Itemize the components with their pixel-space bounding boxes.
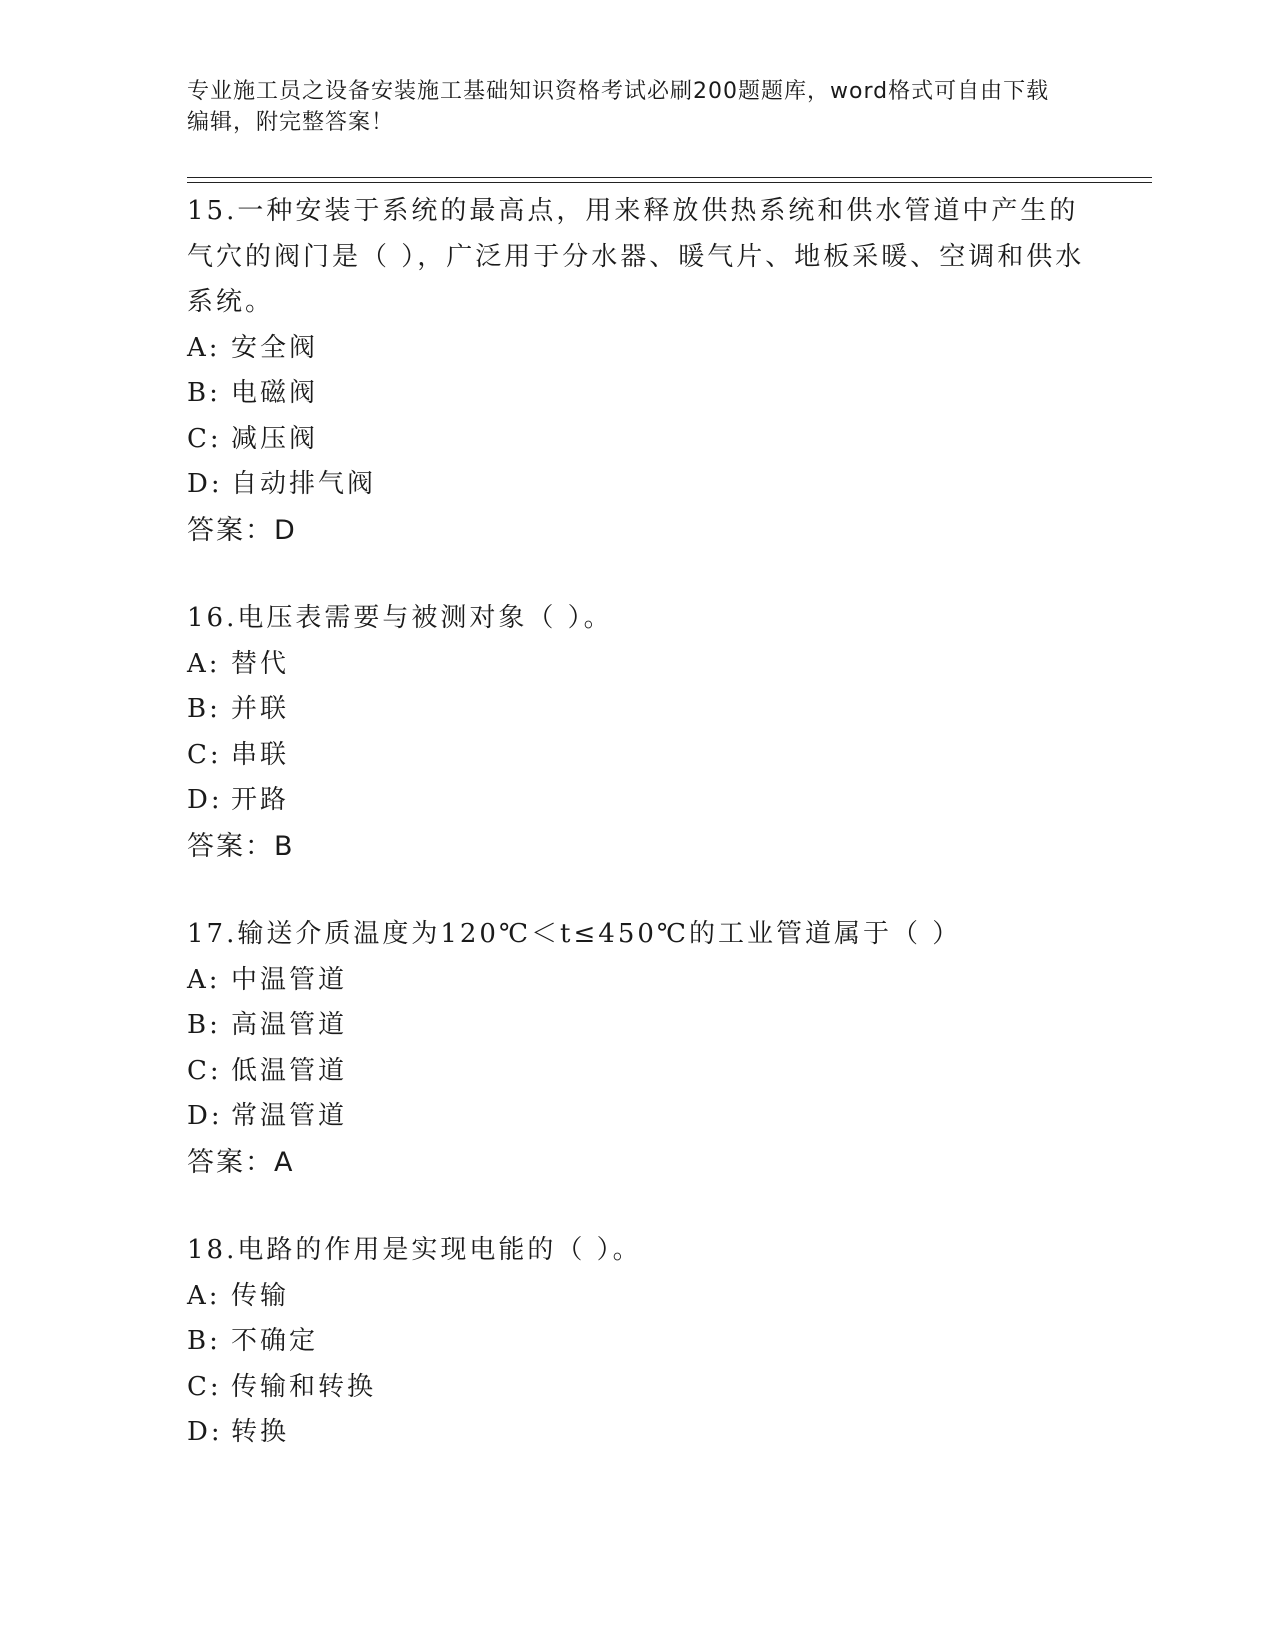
- question-18: [187, 1228, 1087, 1456]
- question-17: [187, 912, 1087, 1185]
- option-letter: B:: [187, 694, 221, 724]
- option-letter: B:: [187, 1326, 221, 1356]
- option-d: [187, 1410, 1087, 1456]
- option-letter: C:: [187, 739, 222, 770]
- option-c: [187, 417, 1087, 463]
- option-a: [187, 958, 1087, 1004]
- option-a: [187, 326, 1087, 372]
- question-list: [187, 189, 1087, 1456]
- header-divider-top: [187, 177, 1152, 178]
- question-stem: 15.一种安装于系统的最高点，用来释放供热系统和供水管道中产生的气穴的阀门是（ ），广泛用于分水器、暖气片、地板采暖、空调和供水系统。: [187, 196, 1085, 317]
- option-text: 安全阀: [231, 332, 319, 363]
- option-text: 常温管道: [231, 1101, 348, 1131]
- option-text: 中温管道: [231, 964, 348, 995]
- option-b: [187, 1003, 1087, 1049]
- answer-line: 答案：A: [187, 1146, 295, 1178]
- question-spacer: [187, 553, 1087, 596]
- option-b: [187, 1319, 1087, 1365]
- option-text: 减压阀: [231, 423, 319, 454]
- option-text: 传输和转换: [231, 1371, 377, 1402]
- option-text: 电磁阀: [231, 378, 319, 408]
- option-d: [187, 1094, 1087, 1140]
- question-15: [187, 189, 1087, 553]
- option-letter: D:: [187, 785, 223, 815]
- option-text: 并联: [231, 694, 290, 724]
- option-c: [187, 733, 1087, 779]
- option-text: 低温管道: [231, 1055, 348, 1086]
- option-letter: C:: [187, 1371, 222, 1402]
- option-letter: D:: [187, 469, 223, 499]
- option-text: 高温管道: [231, 1010, 348, 1040]
- question-16: [187, 596, 1087, 869]
- option-letter: A:: [187, 964, 221, 995]
- option-text: 转换: [231, 1417, 290, 1447]
- question-spacer: [187, 1185, 1087, 1228]
- option-letter: D:: [187, 1101, 223, 1131]
- answer-line: 答案：B: [187, 830, 295, 862]
- option-b: [187, 687, 1087, 733]
- option-text: 传输: [231, 1280, 290, 1311]
- option-b: [187, 371, 1087, 417]
- question-stem: 18.电路的作用是实现电能的（ ）。: [187, 1235, 642, 1265]
- option-letter: A:: [187, 1280, 221, 1311]
- option-text: 串联: [231, 739, 290, 770]
- option-d: [187, 462, 1087, 508]
- question-stem: 17.输送介质温度为120℃＜t≤450℃的工业管道属于（ ）: [187, 919, 962, 949]
- option-c: [187, 1049, 1087, 1095]
- option-text: 自动排气阀: [231, 469, 377, 499]
- option-letter: B:: [187, 1010, 221, 1040]
- option-letter: D:: [187, 1417, 223, 1447]
- option-letter: B:: [187, 378, 221, 408]
- header-divider-bottom: [187, 182, 1152, 183]
- option-letter: A:: [187, 648, 221, 679]
- option-a: [187, 642, 1087, 688]
- option-c: [187, 1365, 1087, 1411]
- option-text: 开路: [231, 785, 290, 815]
- answer-line: 答案：D: [187, 514, 297, 546]
- option-text: 不确定: [231, 1326, 319, 1356]
- document-header: 专业施工员之设备安装施工基础知识资格考试必刷200题题库，word格式可自由下载编辑，附完整答案！: [187, 79, 1050, 135]
- option-d: [187, 778, 1087, 824]
- question-spacer: [187, 869, 1087, 912]
- option-letter: C:: [187, 1055, 222, 1086]
- option-text: 替代: [231, 648, 290, 679]
- option-letter: C:: [187, 423, 222, 454]
- option-a: [187, 1274, 1087, 1320]
- option-letter: A:: [187, 332, 221, 363]
- question-stem: 16.电压表需要与被测对象（ ）。: [187, 603, 613, 633]
